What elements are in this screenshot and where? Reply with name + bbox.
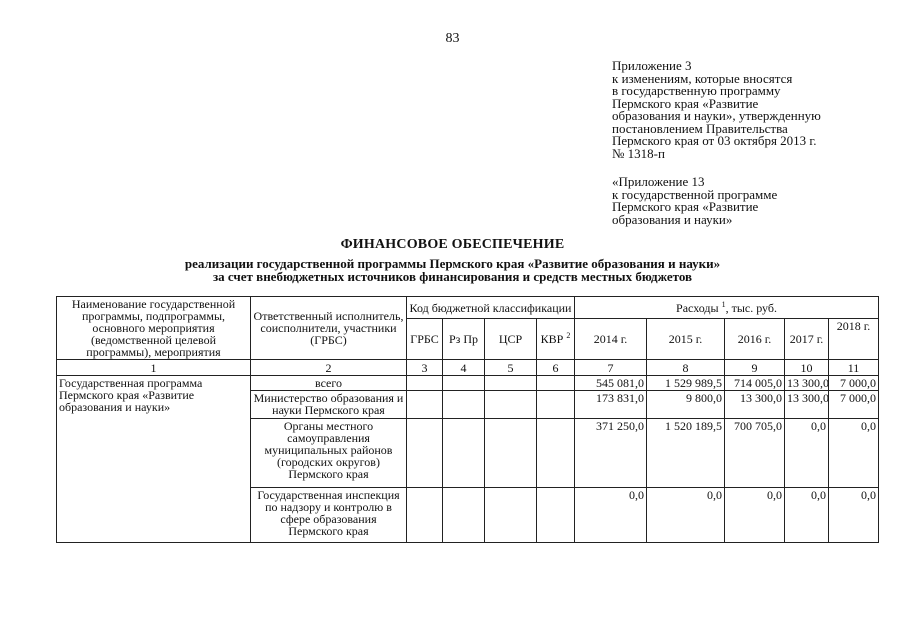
executor-cell: Министерство образования и науки Пермского края — [251, 391, 407, 419]
header-csr: ЦСР — [485, 319, 537, 360]
executor-cell: Органы местного самоуправления муниципальных районов (городских округов) Пермского края — [251, 419, 407, 488]
header-2017: 2017 г. — [785, 319, 829, 360]
appendix-line: «Приложение 13 — [612, 174, 705, 189]
grbs-cell — [407, 391, 443, 419]
appendix-line: образования и науки» — [612, 211, 733, 227]
appendix-line: к изменениям, которые вносятся — [612, 70, 793, 86]
value-2015-cell: 9 800,0 — [647, 391, 725, 419]
appendix-line: № 1318-п — [612, 145, 665, 161]
rzpr-cell — [443, 391, 485, 419]
page-number: 83 — [445, 31, 460, 46]
column-number: 2 — [251, 360, 407, 376]
program-name-cell: Государственная программа Пермского края «Развитие образования и науки» — [57, 376, 251, 543]
appendix-line: образования и науки», утвержденную — [612, 108, 821, 123]
column-number: 10 — [785, 360, 829, 376]
csr-cell — [485, 376, 537, 391]
column-number: 5 — [485, 360, 537, 376]
header-2016: 2016 г. — [725, 319, 785, 360]
appendix-line: Приложение 3 — [612, 58, 692, 73]
column-number: 1 — [57, 360, 251, 376]
value-2014-cell: 173 831,0 — [575, 391, 647, 419]
value-2014-cell: 371 250,0 — [575, 419, 647, 488]
financing-table — [56, 296, 879, 543]
value-2016-cell: 700 705,0 — [725, 419, 785, 488]
grbs-cell — [407, 488, 443, 543]
value-2014-cell: 0,0 — [575, 488, 647, 543]
rzpr-cell — [443, 419, 485, 488]
column-number: 11 — [829, 360, 879, 376]
kvr-cell — [537, 391, 575, 419]
grbs-cell — [407, 376, 443, 391]
executor-cell: Государственная инспекция по надзору и контролю в сфере образования Пермского края — [251, 488, 407, 543]
value-2017-cell: 0,0 — [785, 488, 829, 543]
value-2016-cell: 0,0 — [725, 488, 785, 543]
header-row — [57, 297, 879, 319]
header-rzpr: Рз Пр — [443, 319, 485, 360]
value-2014-cell: 545 081,0 — [575, 376, 647, 391]
column-number: 3 — [407, 360, 443, 376]
appendix-line: к государственной программе — [612, 186, 778, 202]
kvr-cell — [537, 488, 575, 543]
value-2018-cell: 0,0 — [829, 488, 879, 543]
kvr-cell — [537, 376, 575, 391]
grbs-cell — [407, 419, 443, 488]
executor-cell: всего — [251, 376, 407, 391]
appendix-line: в государственную программу — [612, 83, 781, 98]
appendix-13-note — [612, 176, 902, 226]
document-subtitle: реализации государственной программы Пермского края «Развитие образования и науки» — [184, 256, 721, 271]
csr-cell — [485, 488, 537, 543]
rzpr-cell — [443, 488, 485, 543]
column-number: 9 — [725, 360, 785, 376]
appendix-line: Пермского края «Развитие — [612, 199, 759, 214]
header-2018: 2018 г. — [829, 319, 879, 360]
header-executor: Ответственный исполнитель, соисполнители, участники (ГРБС) — [251, 297, 407, 360]
header-name: Наименование государственной программы, подпрограммы, основного мероприятия (ведомственной целевой программы), мероприятия — [57, 297, 251, 360]
header-expenses-label: Расходы — [676, 300, 719, 315]
appendix-line: постановлением Правительства — [612, 120, 788, 136]
header-2014: 2014 г. — [575, 319, 647, 360]
appendix-line: Пермского края от 03 октября 2013 г. — [612, 133, 817, 148]
column-number: 8 — [647, 360, 725, 376]
footnote-ref: 1 — [721, 299, 726, 309]
footnote-ref: 2 — [566, 331, 571, 340]
value-2017-cell: 13 300,0 — [785, 376, 829, 391]
header-grbs: ГРБС — [407, 319, 443, 360]
document-subtitle-sources: за счет внебюджетных источников финансирования и средств местных бюджетов — [212, 269, 693, 284]
value-2018-cell: 0,0 — [829, 419, 879, 488]
appendix-line: Пермского края «Развитие — [612, 95, 759, 111]
value-2018-cell: 7 000,0 — [829, 391, 879, 419]
column-number: 4 — [443, 360, 485, 376]
header-2015: 2015 г. — [647, 319, 725, 360]
value-2017-cell: 13 300,0 — [785, 391, 829, 419]
table-row — [57, 376, 879, 391]
kvr-cell — [537, 419, 575, 488]
appendix-note — [612, 60, 902, 160]
value-2016-cell: 714 005,0 — [725, 376, 785, 391]
value-2016-cell: 13 300,0 — [725, 391, 785, 419]
value-2015-cell: 0,0 — [647, 488, 725, 543]
value-2017-cell: 0,0 — [785, 419, 829, 488]
column-number: 6 — [537, 360, 575, 376]
column-numbers-row — [57, 360, 879, 376]
column-number: 7 — [575, 360, 647, 376]
value-2015-cell: 1 520 189,5 — [647, 419, 725, 488]
header-kvr-label: КВР — [540, 332, 564, 346]
header-kvr — [537, 319, 575, 360]
header-expenses — [575, 297, 879, 319]
header-budget-code: Код бюджетной классификации — [407, 297, 575, 319]
value-2018-cell: 7 000,0 — [829, 376, 879, 391]
csr-cell — [485, 391, 537, 419]
document-title: ФИНАНСОВОЕ ОБЕСПЕЧЕНИЕ — [340, 237, 565, 252]
header-expenses-unit: , тыс. руб. — [725, 300, 777, 315]
csr-cell — [485, 419, 537, 488]
value-2015-cell: 1 529 989,5 — [647, 376, 725, 391]
rzpr-cell — [443, 376, 485, 391]
